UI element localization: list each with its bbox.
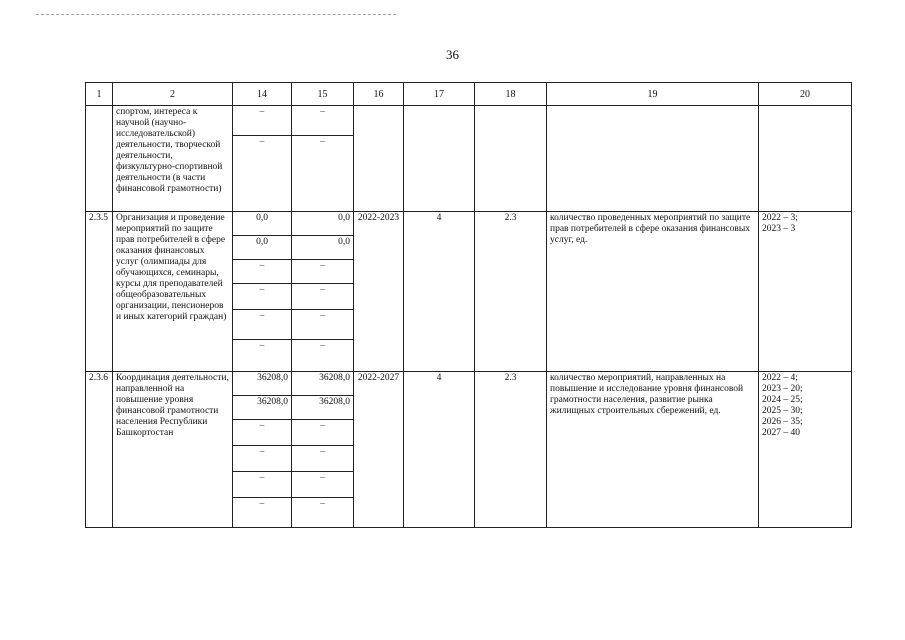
col-header-17: 17 [404, 83, 475, 106]
value-cell: 0,0 [233, 236, 292, 260]
period-cell: 2022-2023 [354, 212, 404, 372]
row-name: Организация и проведение мероприятий по защите прав потребителей в сфере оказания финансовых услуг (олимпиады для обучающихся, семинары, курсы для преподавателей общеобразовательных организации, пенсионеров и иных категорий граждан) [113, 212, 233, 372]
table-row [86, 212, 852, 236]
row-name: спортом, интереса к научной (научно-исследовательской) деятельности, творческой деятельности, физкультурно-спортивной деятельности (в части финансовой грамотности) [113, 106, 233, 212]
col-header-15: 15 [292, 83, 354, 106]
col-header-18: 18 [475, 83, 547, 106]
table-row [86, 106, 852, 136]
target-line: 2024 – 25; [762, 395, 803, 405]
target-line: 2026 – 35; [762, 417, 803, 427]
target-cell [759, 372, 852, 528]
col-header-2: 2 [113, 83, 233, 106]
page-number: 36 [446, 47, 459, 62]
row-id: 2.3.6 [86, 372, 113, 528]
value-cell: 0,0 [292, 212, 354, 236]
value-cell: 36208,0 [233, 396, 292, 420]
value-cell: 36208,0 [292, 372, 354, 396]
col-header-20: 20 [759, 83, 852, 106]
value-cell: – [233, 310, 292, 340]
value-cell: – [233, 420, 292, 446]
value-cell: – [233, 284, 292, 310]
value-cell: – [233, 136, 292, 212]
col-header-16: 16 [354, 83, 404, 106]
target-cell [759, 106, 852, 212]
col18-cell: 2.3 [475, 372, 547, 528]
value-cell: – [233, 472, 292, 498]
indicator-cell: количество проведенных мероприятий по защите прав потребителей в сфере оказания финансовых услуг, ед. [547, 212, 759, 372]
indicator-cell: количество мероприятий, направленных на повышение и исследование уровня финансовой грамотности населения, развитие рынка жилищных строительных сбережений, ед. [547, 372, 759, 528]
value-cell: – [292, 284, 354, 310]
value-cell: – [233, 446, 292, 472]
table-row [86, 372, 852, 396]
target-line: 2022 – 3; [762, 213, 798, 223]
value-cell: 0,0 [292, 236, 354, 260]
value-cell: – [292, 136, 354, 212]
col-header-14: 14 [233, 83, 292, 106]
scan-artifact-line [36, 14, 396, 19]
target-line: 2023 – 3 [762, 224, 796, 234]
value-cell: 36208,0 [233, 372, 292, 396]
value-cell: – [292, 340, 354, 372]
value-cell: – [233, 106, 292, 136]
row-id [86, 106, 113, 212]
target-line: 2023 – 20; [762, 384, 803, 394]
value-cell: – [233, 498, 292, 528]
target-line: 2025 – 30; [762, 406, 803, 416]
period-cell: 2022-2027 [354, 372, 404, 528]
value-cell: – [292, 498, 354, 528]
target-line: 2027 – 40 [762, 428, 800, 438]
target-line: 2022 – 4; [762, 373, 798, 383]
value-cell: – [292, 472, 354, 498]
col-header-19: 19 [547, 83, 759, 106]
period-cell [354, 106, 404, 212]
program-table [85, 82, 852, 528]
col-header-1: 1 [86, 83, 113, 106]
value-cell: – [292, 446, 354, 472]
value-cell: – [292, 106, 354, 136]
value-cell: – [292, 260, 354, 284]
col17-cell [404, 106, 475, 212]
row-id: 2.3.5 [86, 212, 113, 372]
header-row [86, 83, 852, 106]
col17-cell: 4 [404, 372, 475, 528]
value-cell: – [233, 260, 292, 284]
indicator-cell [547, 106, 759, 212]
value-cell: – [233, 340, 292, 372]
value-cell: 36208,0 [292, 396, 354, 420]
col17-cell: 4 [404, 212, 475, 372]
value-cell: – [292, 420, 354, 446]
col18-cell [475, 106, 547, 212]
col18-cell: 2.3 [475, 212, 547, 372]
row-name: Координация деятельности, направленной на повышение уровня финансовой грамотности населения Республики Башкортостан [113, 372, 233, 528]
value-cell: – [292, 310, 354, 340]
value-cell: 0,0 [233, 212, 292, 236]
target-cell [759, 212, 852, 372]
